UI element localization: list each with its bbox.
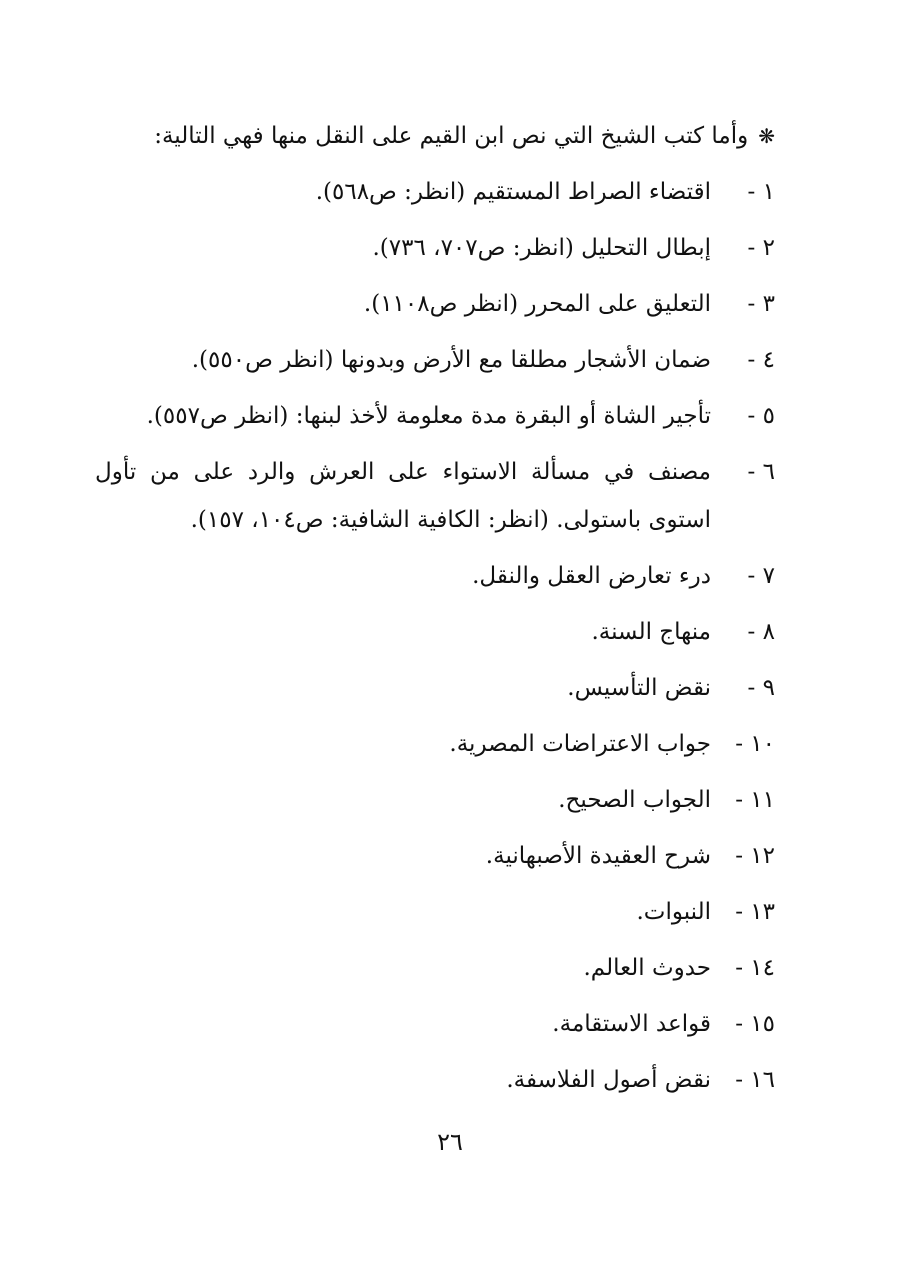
item-text: درء تعارض العقل والنقل. [472, 563, 711, 589]
list-item [95, 720, 775, 768]
item-text: ضمان الأشجار مطلقا مع الأرض وبدونها (انظر ص٥٥٠). [191, 347, 711, 373]
list-item [95, 944, 775, 992]
item-number: ١٣ - [735, 899, 775, 925]
item-number: ٨ - [747, 619, 775, 645]
list-item [95, 552, 775, 600]
item-text: جواب الاعتراضات المصرية. [449, 731, 711, 757]
item-text: شرح العقيدة الأصبهانية. [485, 843, 711, 869]
item-text: التعليق على المحرر (انظر ص١١٠٨). [363, 291, 711, 317]
list-item [95, 1000, 775, 1048]
item-number: ١٤ - [735, 955, 775, 981]
item-text: قواعد الاستقامة. [552, 1011, 711, 1037]
item-number: ١ - [747, 179, 775, 205]
page-content [95, 112, 775, 1112]
page-number: ٢٦ [437, 1128, 463, 1156]
item-text: النبوات. [636, 899, 711, 925]
item-text: الجواب الصحيح. [558, 787, 711, 813]
item-text: تأجير الشاة أو البقرة مدة معلومة لأخذ لبنها: (انظر ص٥٥٧). [146, 403, 711, 429]
list-item [95, 608, 775, 656]
item-text: مصنف في مسألة الاستواء على العرش والرد على من تأول استوى باستولى. (انظر: الكافية الشافية: ص١٠٤، ١٥٧). [95, 459, 711, 533]
item-number: ٣ - [747, 291, 775, 317]
list-item [95, 832, 775, 880]
intro-text: وأما كتب الشيخ التي نص ابن القيم على النقل منها فهي التالية: [154, 123, 749, 149]
item-number: ٧ - [747, 563, 775, 589]
item-number: ٥ - [747, 403, 775, 429]
item-number: ٤ - [747, 347, 775, 373]
list-item [95, 1056, 775, 1104]
list-item [95, 448, 775, 544]
item-text: حدوث العالم. [583, 955, 711, 981]
item-text: اقتضاء الصراط المستقيم (انظر: ص٥٦٨). [315, 179, 711, 205]
item-number: ٩ - [747, 675, 775, 701]
item-text: نقض التأسيس. [567, 675, 711, 701]
list-item [95, 224, 775, 272]
list-item [95, 336, 775, 384]
intro-line [95, 112, 775, 160]
item-text: منهاج السنة. [591, 619, 711, 645]
item-number: ١٥ - [735, 1011, 775, 1037]
list-item [95, 776, 775, 824]
list-item [95, 392, 775, 440]
item-number: ٦ - [747, 459, 775, 485]
list-item [95, 664, 775, 712]
item-text: إبطال التحليل (انظر: ص٧٠٧، ٧٣٦). [372, 235, 711, 261]
list-item [95, 888, 775, 936]
item-number: ١٠ - [735, 731, 775, 757]
item-text: نقض أصول الفلاسفة. [506, 1067, 711, 1093]
item-number: ٢ - [747, 235, 775, 261]
item-number: ١١ - [735, 787, 775, 813]
list-item [95, 280, 775, 328]
item-number: ١٦ - [735, 1067, 775, 1093]
list-item [95, 168, 775, 216]
item-number: ١٢ - [735, 843, 775, 869]
star-ornament-icon: ❋ [758, 124, 775, 148]
works-list [95, 168, 775, 1104]
